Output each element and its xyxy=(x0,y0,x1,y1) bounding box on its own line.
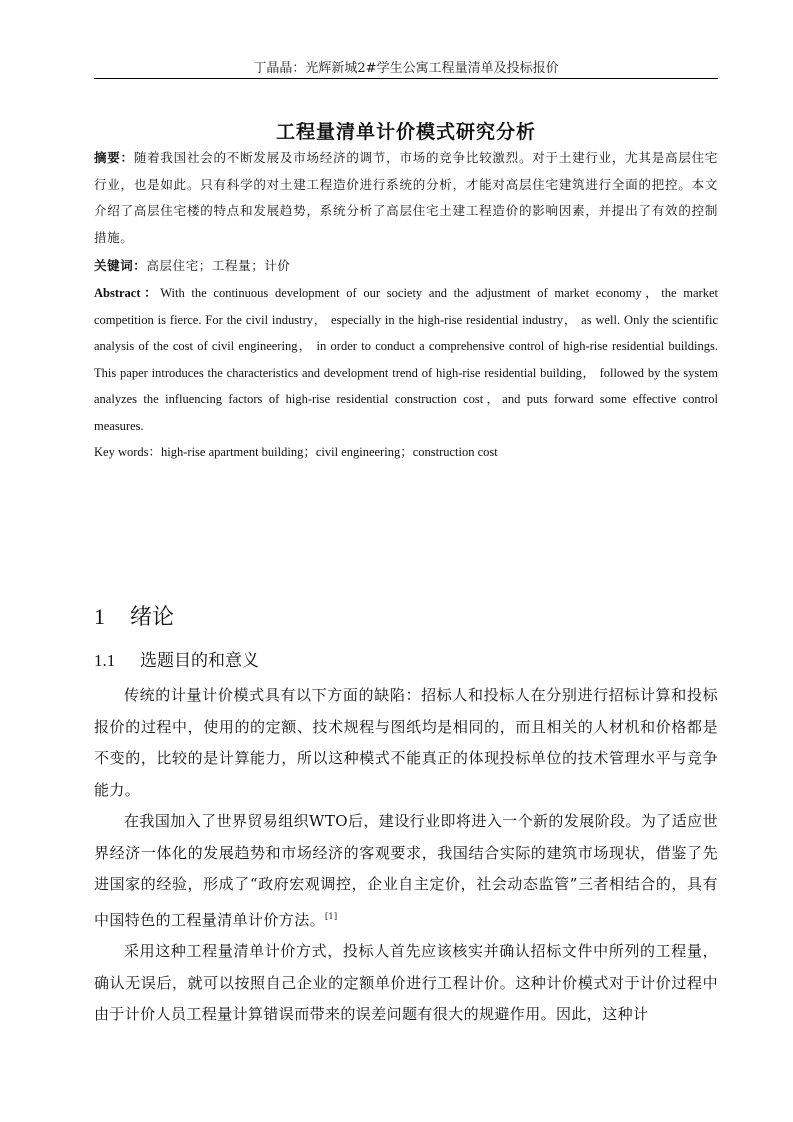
paragraph: 传统的计量计价模式具有以下方面的缺陷：招标人和投标人在分别进行招标计算和投标报价的过程中，使用的的定额、技术规程与图纸均是相同的，而且相关的人材机和价格都是不变的，比较的是计算能力，所以这种模式不能真正的体现投标单位的技术管理水平与竞争能力。 xyxy=(94,686,718,799)
abstract-english xyxy=(94,280,718,439)
paragraph: 采用这种工程量清单计价方式，投标人首先应该核实并确认招标文件中所列的工程量，确认无误后，就可以按照自己企业的定额单价进行工程计价。这种计价模式对于计价过程中由于计价人员工程量计算错误而带来的误差问题有很大的规避作用。因此，这种计 xyxy=(94,942,718,1023)
abstract-chinese xyxy=(94,145,718,251)
abstract-en-text: With the continuous development of our society and the adjustment of market economy，the market competition is fierce. For the civil industry， especially in the high-rise residential industry， as well. Only the scientific analysis of the cost of civil engineering， in order to conduct a comprehensive control of high-rise residential buildings. This paper introduces the characteristics and development trend of high-rise residential building， followed by the system analyzes the influencing factors of high-rise residential construction cost，and puts forward some effective control measures. xyxy=(94,286,718,433)
abstract-en-label: Abstract： xyxy=(94,286,161,300)
keywords-en-text: high-rise apartment building；civil engineering；construction cost xyxy=(161,445,498,459)
citation-mark: [1] xyxy=(325,911,338,921)
body-text xyxy=(94,680,718,1031)
subsection-title: 选题目的和意义 xyxy=(140,651,259,671)
paper-title: 工程量清单计价模式研究分析 xyxy=(275,121,536,143)
abstract-label: 摘要： xyxy=(94,150,134,165)
keywords-text: 高层住宅；工程量；计价 xyxy=(146,258,291,273)
paragraph xyxy=(94,806,718,936)
paragraph-text: 在我国加入了世界贸易组织WTO后，建设行业即将进入一个新的发展阶段。为了适应世界经济一体化的发展趋势和市场经济的客观要求，我国结合实际的建筑市场现状，借鉴了先进国家的经验，形成了“政府宏观调控，企业自主定价，社会动态监管”三者相结合的，具有中国特色的工程量清单计价方法。 xyxy=(94,812,718,929)
keywords-english xyxy=(94,439,718,466)
keywords-chinese xyxy=(94,253,718,280)
keywords-label: 关键词： xyxy=(94,258,147,273)
section-number: 1 xyxy=(94,604,105,629)
running-header: 丁晶晶：光辉新城2#学生公寓工程量清单及投标报价 xyxy=(253,61,559,76)
abstract-text: 随着我国社会的不断发展及市场经济的调节，市场的竞争比较激烈。对于土建行业，尤其是高层住宅行业，也是如此。只有科学的对土建工程造价进行系统的分析，才能对高层住宅建筑进行全面的把控。本文介绍了高层住宅楼的特点和发展趋势，系统分析了高层住宅土建工程造价的影响因素，并提出了有效的控制措施。 xyxy=(94,150,718,245)
section-title: 绪论 xyxy=(130,605,175,630)
subsection-number: 1.1 xyxy=(94,651,116,670)
keywords-en-label: Key words： xyxy=(94,445,162,459)
subsection-heading-1-1 xyxy=(94,646,259,671)
header-rule xyxy=(94,78,718,79)
section-heading-1 xyxy=(94,600,174,631)
